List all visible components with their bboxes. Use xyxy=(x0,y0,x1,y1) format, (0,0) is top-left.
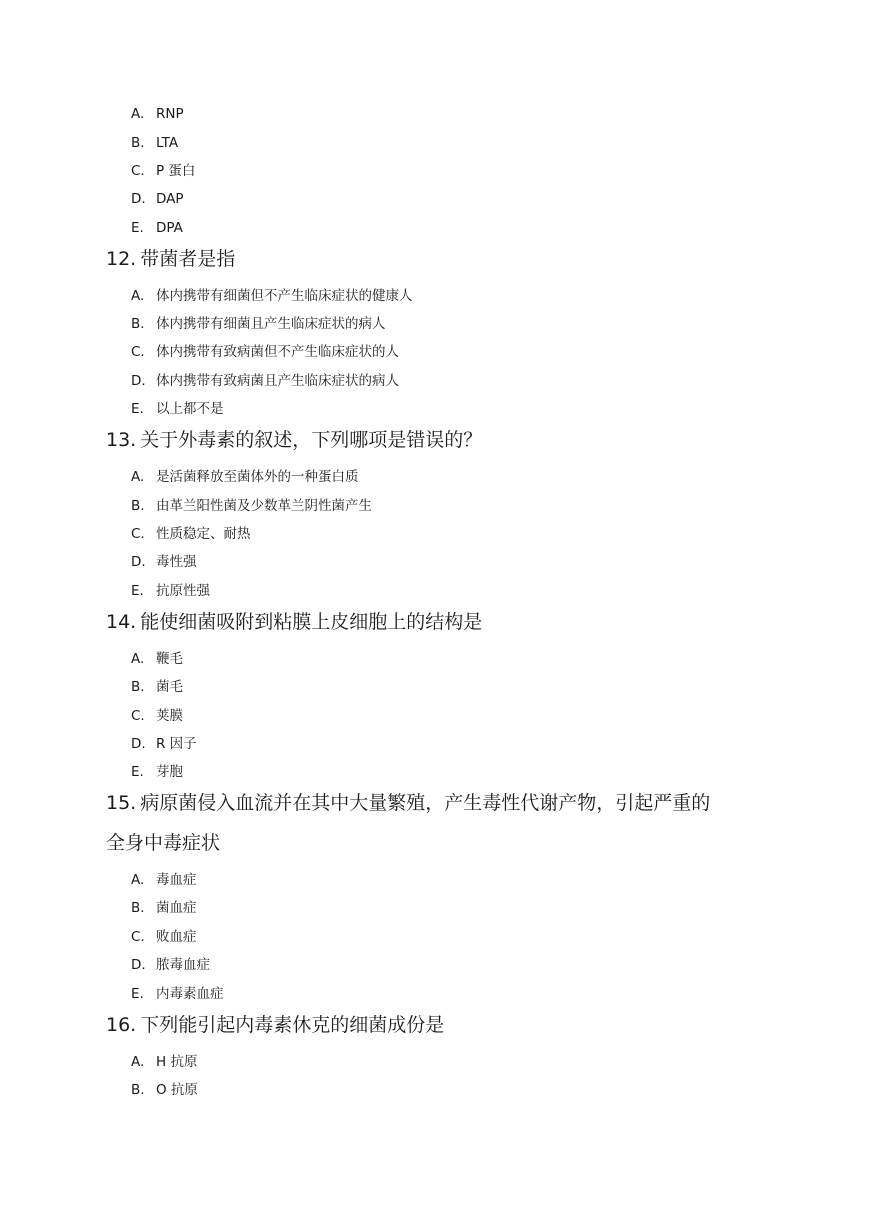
option-prev-d: D. DAP xyxy=(131,191,184,207)
question-15-option-d: D. 脓毒血症 xyxy=(131,957,210,973)
question-14-option-b: B. 菌毛 xyxy=(131,679,183,695)
question-15-option-c: C. 败血症 xyxy=(131,929,197,945)
question-15-stem-continued: 全身中毒症状 xyxy=(106,832,221,854)
question-13-option-b: B. 由革兰阳性菌及少数革兰阴性菌产生 xyxy=(131,498,372,514)
question-13-option-c: C. 性质稳定、耐热 xyxy=(131,526,251,542)
question-13-option-d: D. 毒性强 xyxy=(131,554,197,570)
question-14-option-e: E. 芽胞 xyxy=(131,764,183,780)
question-12-option-b: B. 体内携带有细菌且产生临床症状的病人 xyxy=(131,316,386,332)
question-16-option-a: A. H 抗原 xyxy=(131,1054,198,1070)
question-14-option-a: A. 鞭毛 xyxy=(131,651,183,667)
question-16-option-b: B. O 抗原 xyxy=(131,1082,198,1098)
question-13-option-a: A. 是活菌释放至菌体外的一种蛋白质 xyxy=(131,469,359,485)
question-12-option-e: E. 以上都不是 xyxy=(131,401,224,417)
question-14-option-c: C. 荚膜 xyxy=(131,708,183,724)
question-15-option-e: E. 内毒素血症 xyxy=(131,986,224,1002)
question-15-stem: 15. 病原菌侵入血流并在其中大量繁殖，产生毒性代谢产物，引起严重的 xyxy=(106,792,711,814)
question-12-stem: 12. 带菌者是指 xyxy=(106,248,236,270)
question-12-option-d: D. 体内携带有致病菌且产生临床症状的病人 xyxy=(131,373,399,389)
question-14-option-d: D. R 因子 xyxy=(131,736,197,752)
question-13-option-e: E. 抗原性强 xyxy=(131,583,210,599)
question-14-stem: 14. 能使细菌吸附到粘膜上皮细胞上的结构是 xyxy=(106,611,483,633)
question-13-stem: 13. 关于外毒素的叙述，下列哪项是错误的？ xyxy=(106,429,483,451)
option-prev-b: B. LTA xyxy=(131,135,179,151)
question-12-option-a: A. 体内携带有细菌但不产生临床症状的健康人 xyxy=(131,288,413,304)
option-prev-c: C. P 蛋白 xyxy=(131,163,196,179)
question-15-option-b: B. 菌血症 xyxy=(131,900,197,916)
question-15-option-a: A. 毒血症 xyxy=(131,872,197,888)
option-prev-e: E. DPA xyxy=(131,220,183,236)
option-prev-a: A. RNP xyxy=(131,106,184,122)
question-16-stem: 16. 下列能引起内毒素休克的细菌成份是 xyxy=(106,1014,445,1036)
question-12-option-c: C. 体内携带有致病菌但不产生临床症状的人 xyxy=(131,344,399,360)
